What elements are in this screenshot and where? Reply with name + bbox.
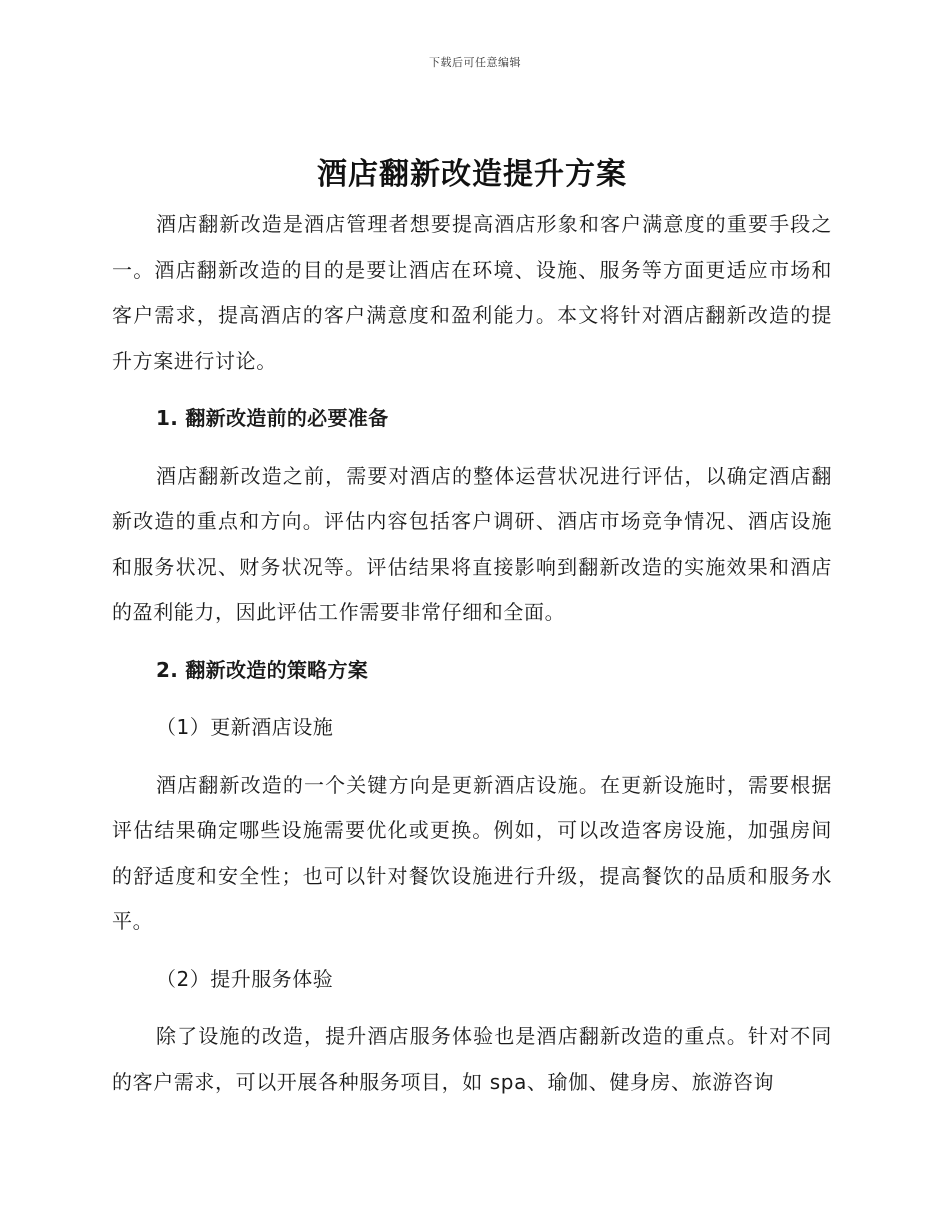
header-note: 下载后可任意编辑 — [429, 56, 521, 69]
document-content — [112, 148, 832, 1105]
subsection-body-2-1: 酒店翻新改造的一个关键方向是更新酒店设施。在更新设施时，需要根据评估结果确定哪些设施需要优化或更换。例如，可以改造客房设施，加强房间的舒适度和安全性；也可以针对餐饮设施进行升级，提高餐饮的品质和服务水平。 — [112, 772, 832, 933]
subsection-heading-2-1: （1）更新酒店设施 — [156, 715, 334, 739]
document-title: 酒店翻新改造提升方案 — [317, 157, 627, 192]
subsection-heading-2-2: （2）提升服务体验 — [156, 966, 334, 991]
intro-paragraph: 酒店翻新改造是酒店管理者想要提高酒店形象和客户满意度的重要手段之一。酒店翻新改造的目的是要让酒店在环境、设施、服务等方面更适应市场和客户需求，提高酒店的客户满意度和盈利能力。本文将针对酒店翻新改造的提升方案进行讨论。 — [112, 212, 832, 373]
section-body-1: 酒店翻新改造之前，需要对酒店的整体运营状况进行评估，以确定酒店翻新改造的重点和方向。评估内容包括客户调研、酒店市场竞争情况、酒店设施和服务状况、财务状况等。评估结果将直接影响到翻新改造的实施效果和酒店的盈利能力，因此评估工作需要非常仔细和全面。 — [112, 463, 832, 624]
subsection-body-2-2: 除了设施的改造，提升酒店服务体验也是酒店翻新改造的重点。针对不同的客户需求，可以开展各种服务项目，如 spa、瑜伽、健身房、旅游咨询 — [112, 1024, 832, 1094]
section-heading-2: 2. 翻新改造的策略方案 — [156, 657, 369, 682]
section-heading-1: 1. 翻新改造前的必要准备 — [156, 406, 389, 430]
